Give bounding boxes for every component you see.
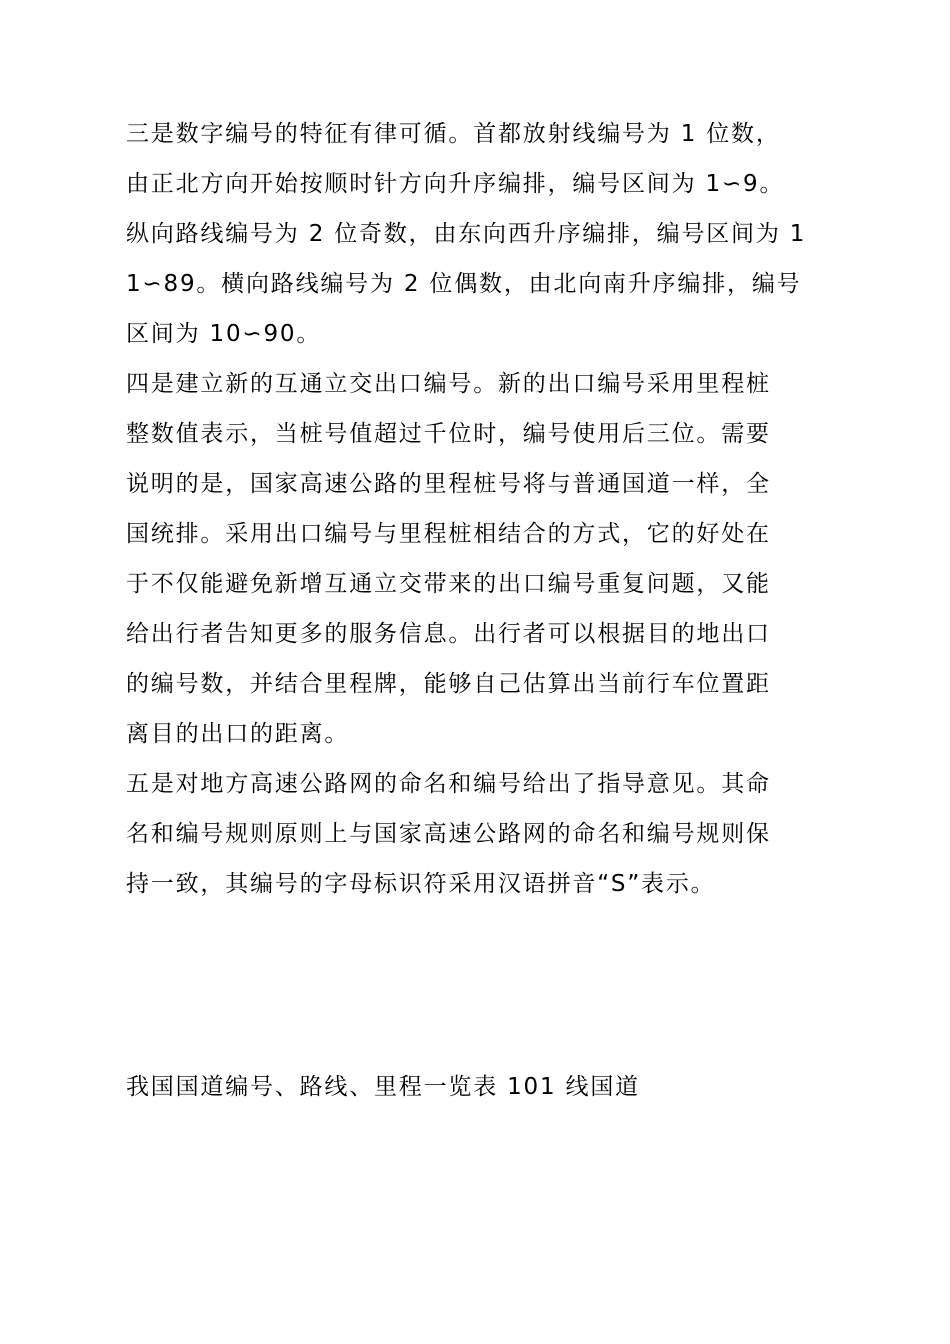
text-line: 由正北方向开始按顺时针方向升序编排，编号区间为 1∽9。 — [126, 171, 785, 197]
text-line: 给出行者告知更多的服务信息。出行者可以根据目的地出口 — [126, 621, 771, 647]
text-line: 区间为 10∽90。 — [126, 321, 322, 347]
text-line: 整数值表示，当桩号值超过千位时，编号使用后三位。需要 — [126, 421, 771, 447]
text-line: 的编号数，并结合里程牌，能够自己估算出当前行车位置距 — [126, 671, 771, 697]
section-heading: 我国国道编号、路线、里程一览表 101 线国道 — [126, 1074, 640, 1100]
text-line: 五是对地方高速公路网的命名和编号给出了指导意见。其命 — [126, 771, 771, 797]
text-line: 1∽89。横向路线编号为 2 位偶数，由北向南升序编排，编号 — [126, 271, 802, 297]
text-line: 三是数字编号的特征有律可循。首都放射线编号为 1 位数， — [126, 121, 781, 147]
text-line: 于不仅能避免新增互通立交带来的出口编号重复问题，又能 — [126, 571, 771, 597]
text-line: 持一致，其编号的字母标识符采用汉语拼音“S”表示。 — [126, 871, 716, 897]
text-line: 名和编号规则原则上与国家高速公路网的命名和编号规则保 — [126, 821, 771, 847]
text-line: 说明的是，国家高速公路的里程桩号将与普通国道一样，全 — [126, 471, 771, 497]
text-line: 国统排。采用出口编号与里程桩相结合的方式，它的好处在 — [126, 521, 771, 547]
text-line: 离目的出口的距离。 — [126, 721, 350, 747]
text-line: 四是建立新的互通立交出口编号。新的出口编号采用里程桩 — [126, 371, 771, 397]
text-line: 纵向路线编号为 2 位奇数，由东向西升序编排，编号区间为 1 — [126, 221, 807, 247]
